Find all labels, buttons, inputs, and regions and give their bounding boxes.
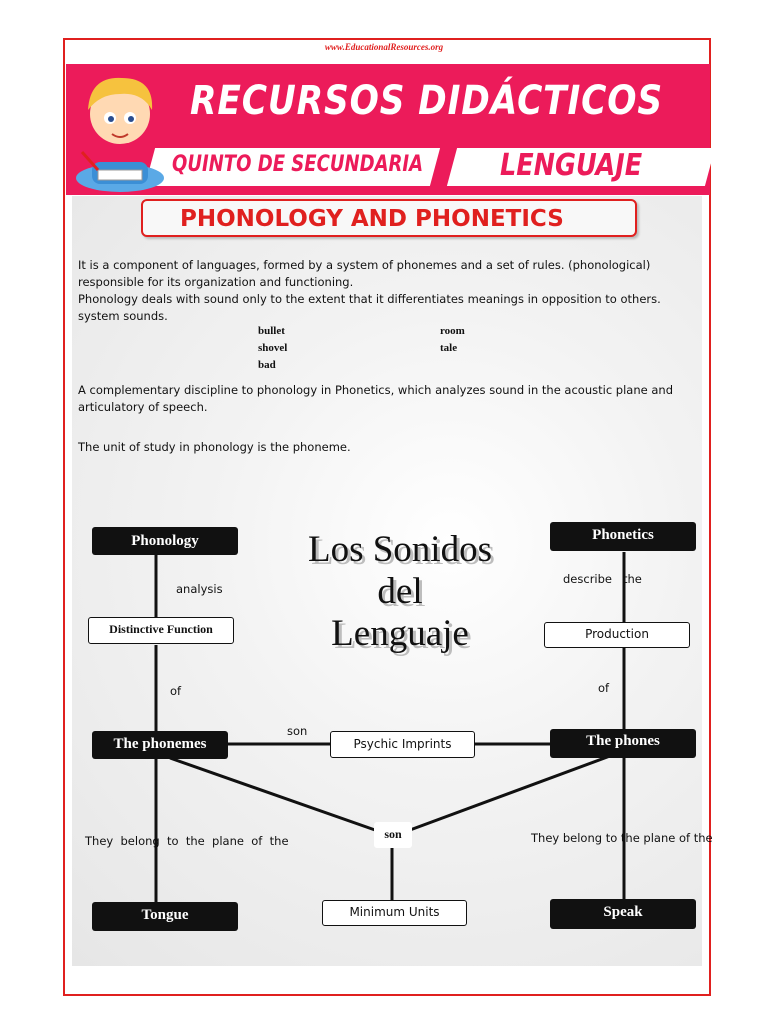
node-phonology: Phonology [92,527,238,555]
paragraph-phonetics: A complementary discipline to phonology in Phonetics, which analyzes sound in the acoustic plane and articulatory of speech. [78,383,674,414]
label-of-left: of [170,684,182,698]
label-son-top: son [287,724,308,738]
diagram-title-line1: Los Sonidos [307,529,492,570]
node-phonetics: Phonetics [550,522,696,551]
node-minimum-units: Minimum Units [322,900,467,926]
label-describe-the: describe the [563,572,642,586]
paragraph-unit-of-study: The unit of study in phonology is the phoneme. [78,440,351,454]
node-psychic-imprints: Psychic Imprints [330,731,475,758]
banner-title: RECURSOS DIDÁCTICOS [190,78,664,124]
label-belong-left: They belong to the plane of the [85,834,289,848]
paragraph-definition: It is a component of languages, formed by a system of phonemes and a set of rules. (phonological) responsible for its organization and functioning. [78,258,651,289]
example-word: bad [258,359,276,371]
subject-label: LENGUAJE [500,148,643,183]
paragraph-phonology-scope: Phonology deals with sound only to the extent that it differentiates meanings in opposition to others. system sounds. [78,292,661,323]
diagram-title-line3: Lenguaje [331,613,469,654]
node-distinctive-function: Distinctive Function [88,617,234,644]
node-son-center: son [374,822,412,848]
example-word: tale [440,342,458,354]
label-of-right: of [598,681,610,695]
label-analysis: analysis [176,582,223,596]
node-phones: The phones [550,729,696,758]
label-belong-right: They belong to the plane of the [531,831,713,845]
node-phonemes: The phonemes [92,731,228,759]
diagram-title-line2: del [377,571,423,612]
website-url: www.EducationalResources.org [324,42,444,52]
grade-label: QUINTO DE SECUNDARIA [172,152,424,177]
node-production: Production [544,622,690,648]
node-tongue: Tongue [92,902,238,931]
page-title: PHONOLOGY AND PHONETICS [180,206,564,232]
example-word: shovel [258,342,288,354]
node-speak: Speak [550,899,696,929]
example-word: bullet [258,325,285,337]
example-word: room [440,325,465,337]
